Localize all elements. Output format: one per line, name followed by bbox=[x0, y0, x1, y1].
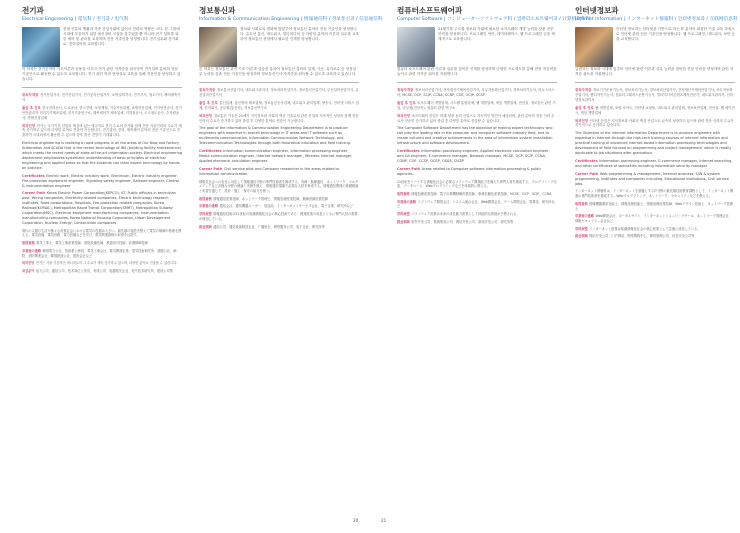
info-text: 전기산업기사, 전기산업기사, 전기공사산업기사, 소방설비기사, 전기기사, 철도기사, 제어계측기사 bbox=[22, 93, 181, 102]
info-label: 取得資格 bbox=[199, 196, 212, 201]
info-label: Career Path bbox=[199, 166, 223, 171]
info-text: 電気工事士、電気工事産業技師、消防設備技師、鉄道信号技師、計測制御技師 bbox=[36, 241, 148, 246]
info-block bbox=[199, 101, 359, 111]
english-paragraph: The goal of the Information & Communication Engineering Department is to produce engineers with expertise in overall technology in IT areas and IT software such as multimedia communication, Information Communication Network Technology, and Telecommunication Technologies through both theoretical education and field training. bbox=[199, 126, 351, 146]
info-label: 학과전망 bbox=[22, 123, 36, 128]
info-text: 한국전력공사, 도로공사, 한국전력, 포항제철, 기술자문위원, 소방전문업체, 전기안전공사, 전기안전관리자 전기기기제조업체, 전기기술연구소, 계측제어기 제조업체, 지하철공사, 도시철도공사, 수자원공사, 종합건설업체 bbox=[22, 105, 182, 120]
dept-column-infocomm bbox=[199, 0, 383, 533]
info-text: 통신업체, 통신장비 제조업체, 정보통신공사업체, 네트워크 관리업체, 방송국, 인터넷 서비스 업체, 전자회사, 공무원(통신직), 정보통신연구소 bbox=[199, 100, 359, 110]
info-label: 학과전망 bbox=[199, 113, 213, 118]
info-label: 취득자격증 bbox=[397, 88, 414, 92]
info-text: Electric work, Electric industry work, Electrician, Electric industry engineer, Fire protection equipment engineer, Signaling safety engineer, Railroad engineer, Control & instrumentation engineer bbox=[22, 173, 179, 188]
info-block bbox=[397, 192, 557, 197]
info-text: 정보기기운용기능사, 정보처리기능사, 정보처리산업기사, 전자계산기제어산업기사, 사무자동화산업기사, 웹디자인기능사, 컴퓨터그래픽스운용기능사, 멀티미디어콘텐츠제작전문가, 네트워크관리사, 인터넷정보관리사 bbox=[575, 88, 734, 102]
info-block bbox=[199, 167, 359, 177]
info-label: Career Path bbox=[22, 191, 46, 196]
info-block bbox=[22, 124, 182, 139]
dept-column-software bbox=[397, 0, 591, 533]
info-text: 情報通信産業技師、ネットワーク管理士、情報処理産業技師、無線設備産業技師 bbox=[213, 196, 328, 201]
dept-intro-cont: 컴퓨터 소프트웨어 관련 이론과 실무를 겸비한 인재를 양성하며 다양한 프로젝트를 통해 현장 적응력을 높이고 관련 자격증 취득을 지원합니다. bbox=[397, 67, 557, 76]
info-text: Web開発会社、ポータルサイト、インターネットショッピングモール、ネットワーク管理会社、情報セキュリティ会社など bbox=[575, 214, 732, 223]
info-block bbox=[22, 261, 182, 266]
info-block bbox=[199, 204, 359, 209]
info-text: 电力公司、通信公司、技术岗位公务员、布线公司、电器相关企业、电气技术研究所、建设公司等 bbox=[35, 268, 173, 273]
info-text: 通信会社、通信機器メーカー、放送局、インターネットサービス会社、電子企業、研究所など bbox=[219, 204, 354, 209]
info-label: Career Path bbox=[397, 166, 421, 171]
dept-title: 인터넷정보과 bbox=[575, 6, 619, 15]
info-text: 정보통신 기술은 21세기 지식정보화 사회의 핵심 기술로서 관련 산업의 지속적인 성장과 함께 전문 인력의 수요가 증가하고 있어 졸업 후 다양한 분야로 진출이 가능합니다. bbox=[199, 113, 359, 123]
info-block bbox=[575, 214, 735, 223]
japanese-paragraph: 現代の人類の生活や様々な産業社会における電気の役割は大きい。最先端の施設を整えて電気の制御や管理を教える。電気設備、電気回路、電力設備などを学び、電気関連資格の取得を目指す。 bbox=[22, 228, 182, 238]
info-text: 情報処理産業技師、電子計算機制御産業技師、事務自動化産業技師、MCSE、OCP、SCJP、CCNA bbox=[411, 192, 552, 196]
dept-photo-internet bbox=[575, 27, 613, 67]
dept-subtitle: Internet Information | インターネット情報科 / 인터넷정보과 / 互联网信息科 bbox=[575, 17, 738, 22]
dept-intro-cont: 본 학과는 정보통신 관련 기초 이론과 실습을 통하여 정보통신 설비의 설계, 시공, 유지보수 등 현장실무 능력을 갖춘 전문 기술인을 양성하며 정보통신기사 자격증을 취득할 수 있도록 교육하고 있습니다. bbox=[199, 67, 357, 76]
info-label: Certificates bbox=[397, 149, 420, 154]
info-text: Information processing engineer, Applied electronic calculation engineer, and OA engineer, E-commerce manager, Network manager, MCSE, OCP, SCJP, CCNA, CONP, COE, CCSP, OCSP, OSSA, CISSP bbox=[397, 149, 550, 163]
info-text: Civil service pilot and Company researcher in the areas related to information communication. bbox=[199, 166, 340, 176]
info-text: Information communication engineer, Information processing engineer, Media communication engineer, Internet network manager, Wireless Internet manager, Applied electronic calculation engineer. bbox=[199, 149, 353, 163]
info-label: 학과전망 bbox=[397, 113, 411, 118]
info-text: 전기는 가장 기본적인 에너지로서 그 수요가 계속 증가하고 있으며, 다양한 분야로 진출할 수 있습니다. bbox=[35, 261, 178, 266]
info-label: 학과전망 bbox=[575, 118, 589, 123]
info-label: 취득자격증 bbox=[22, 93, 39, 97]
page-number-right: 21 bbox=[381, 518, 387, 523]
dept-intro: 인터넷 정보과는 인터넷을 기반으로 하는 IT 분야의 최첨단 기술 교육 과정으로 인터넷 관련 전문 기술인을 양성합니다. 웹 프로그래밍, 네트워크, 보안 등을 교육합니다. bbox=[616, 27, 735, 41]
info-label: 卒業後の進路 bbox=[22, 248, 42, 253]
info-label: 卒業後の進路 bbox=[199, 204, 219, 209]
info-label: Certificates bbox=[22, 173, 45, 178]
dept-subtitle: Electrical Engineering | 電気科 / 전기과 / 电气科 bbox=[22, 17, 129, 22]
info-text: 정보통신산업기사, 네트워크관리사, 정보처리산업기사, 정보통신산업기사, 무선설비산업기사, 유선설비산업기사 bbox=[199, 88, 359, 97]
info-label: 卒業後の進路 bbox=[575, 214, 595, 219]
info-block bbox=[22, 191, 182, 225]
info-text: Korea Electric Power Corporation(KEPCO), KT, Public officials in technician post, Wiring companies, Electricity-related companies, Electric technology research institutes, Road corporations, Hospitals, Fire-protection related companies, Korea Railroad(KORAIL), Metropolitan Rapid Transit Corporation(SMRT), Metropolitan Subway Corporation(MSC), Electrical equipment manufacturing companies, Instrumentation manufacturing companies, Korea National Housing Corporation, Urban Development Corporation, Nuclear Energy, Construction companies bbox=[22, 191, 176, 225]
divider bbox=[575, 82, 735, 83]
info-label: 취득자격증 bbox=[575, 88, 592, 92]
info-block bbox=[397, 167, 557, 177]
dept-photo-infocomm bbox=[199, 27, 237, 67]
info-label: 学科展望 bbox=[397, 212, 410, 217]
info-label: 就业领域 bbox=[199, 224, 212, 229]
dept-subtitle: Information & Communication Engineering | 情報通信科 / 정보통신과 / 信息通信科 bbox=[199, 17, 383, 22]
info-label: 학과전망 bbox=[22, 261, 35, 266]
info-text: ソフトウェア開発会社、システム統合会社、Web開発会社、ゲーム開発会社、電算室、研究所など bbox=[397, 199, 555, 209]
info-text: 인터넷 산업은 지식정보화 사회의 핵심 산업으로 급속히 성장하고 있으며 관련 전문 인력의 수요가 지속적으로 증가하고 있습니다. bbox=[575, 118, 734, 128]
info-block bbox=[199, 212, 359, 221]
dept-photo-software bbox=[397, 27, 435, 67]
info-block bbox=[22, 249, 182, 258]
info-text: 정보처리산업기사, 전자계산기제어산업기사, 사무자동화산업기사, 정보처리기능사, 리눅스마스터, MCSE, OCP, SCJP, CCNA, CCNP, COE, OCJP, CCSP bbox=[397, 88, 555, 97]
divider bbox=[199, 82, 359, 83]
info-block bbox=[397, 114, 557, 124]
dept-column-internet bbox=[575, 0, 738, 533]
divider bbox=[397, 82, 557, 83]
info-block bbox=[575, 234, 735, 239]
info-block bbox=[575, 227, 735, 232]
info-label: 취업분야 bbox=[22, 268, 35, 273]
info-block bbox=[575, 202, 735, 211]
info-text: Information processing engineer, E-commerce manager, Internet searching, and other certificates of specialties including information security manager. bbox=[575, 158, 733, 168]
dept-title: 정보통신과 bbox=[199, 6, 236, 15]
japanese-paragraph: 情報化社会への変化に対応して情報通信分野の専門技術者を養成する。有線・無線通信、ネットワーク、マルチメディアなど多様な分野の理論と実務を教え、情報通信現場で必要な人材を育成する。情報通信関連の基礎理論と実習を通じて、設計・施工・保守の能力を養う。 bbox=[199, 179, 359, 193]
info-label: 学科展望 bbox=[199, 212, 212, 217]
info-label: Career Path bbox=[575, 171, 599, 176]
info-label: 学科展望 bbox=[575, 226, 588, 231]
page-number-left: 20 bbox=[353, 518, 359, 523]
info-text: 通信公司、通信设备制造企业、广播电台、网络服务公司、电子企业、研究所等 bbox=[213, 224, 325, 229]
info-block bbox=[575, 106, 735, 116]
info-text: 소프트웨어 개발업체, 시스템 통합업체, 웹 개발업체, 게임 개발업체, 전산실, 정보통신 관련 기업, 공무원(전산직), 컴퓨터 관련 연구소 bbox=[397, 100, 556, 110]
info-text: 网站开发公司、门户网站、网络购物中心、网络管理公司、信息安全公司等 bbox=[589, 234, 695, 239]
info-block bbox=[22, 174, 182, 189]
japanese-paragraph: インターネット情報科は、インターネットを基盤とするIT分野の最先端技術教育課程として、インターネット関連の専門技術者を養成する。Webプログラミング、ネットワーク、セキュリティなどを教える。 bbox=[575, 189, 734, 199]
info-text: 情報通信技術は21世紀の知識情報化社会の核心技術であり、関連産業の成長とともに専門人材の需要が増加している。 bbox=[199, 212, 358, 221]
info-label: 取得資格 bbox=[22, 241, 35, 246]
dept-subtitle: Computer Software | コンピューターソフトウェア科 / 컴퓨터소프트웨어과 / 计算机软件科 bbox=[397, 17, 591, 22]
info-label: 取得資格 bbox=[575, 201, 588, 206]
info-block bbox=[575, 159, 735, 169]
info-block bbox=[397, 88, 557, 98]
info-block bbox=[22, 269, 182, 274]
dept-column-electrical bbox=[22, 0, 182, 533]
info-text: Areas related to Computer software information processing & public agencies. bbox=[397, 166, 542, 176]
info-text: 전기는 국가기간 산업의 핵심에 있는 에너지로 전기 수요의 증가와 함께 전문 기술인력의 수요가 계속 증가하고 있으며 다양한 분야로 진출이 가능합니다. 전기설비, 전력, 계측제어 분야의 전문 기술인으로 진출하여 국내외에서 활동할 수 있으며 향후 밝은 전망이 기대됩니다. bbox=[22, 123, 182, 138]
info-block bbox=[575, 88, 735, 103]
dept-photo-electrical bbox=[22, 27, 60, 67]
dept-intro: 현대 인류의 생활과 각종 산업사회에 있어서 전력의 역할은 크다. 본 그룹에 시대에 부응하기 위한 최신장비 시설을 갖추었을 뿐 아니라 전기 설비를 위한 제어 및 관리를 교육하며 전문 기술인을 양성합니다. 전기실무와 전기회로, 전력설비를 교육합니다. bbox=[63, 27, 180, 46]
divider bbox=[22, 87, 182, 88]
info-block bbox=[22, 106, 182, 121]
dept-intro: 정보와 사회로의 변화에 발맞추어 정보통신 분야의 전문 기술인을 양성합니다. 유무선 통신, 네트워크, 멀티미디어 등 다양한 분야의 이론과 실무를 교육하여 정보통신 현장에서 필요한 인재를 양성합니다. bbox=[240, 27, 359, 41]
info-block bbox=[397, 200, 557, 209]
info-label: Certificates bbox=[199, 149, 222, 154]
info-label: 졸업 후 진로 bbox=[199, 100, 218, 105]
info-text: インターネット産業は知識情報化社会の核心産業として急速に成長している。 bbox=[589, 226, 701, 231]
dept-title: 전기과 bbox=[22, 6, 44, 15]
info-label: 就业领域 bbox=[575, 234, 588, 239]
info-label: 졸업 후 진로 bbox=[397, 100, 416, 105]
info-text: 情報機器運用技能士、情報処理技能士、情報処理産業技師、Webデザイン技能士、ネットワーク管理士 bbox=[575, 201, 734, 211]
english-paragraph: The Objective of the Internet Information Department is to produce engineers with expertise in internet through the high-tech training courses of internet information and practical training of advanced internet-based information processing technologies and development of field focused on programming and project management, which is readily applicable to job situations after graduation. bbox=[575, 131, 732, 155]
info-block bbox=[397, 220, 557, 225]
info-label: 졸업 후 진로 bbox=[22, 105, 41, 110]
info-block bbox=[199, 197, 359, 202]
info-block bbox=[575, 172, 735, 187]
dept-intro-cont: 급변하는 정보화 시대에 맞추어 인터넷 관련 이론과 실무 능력을 겸비한 전문 인력을 양성하며 관련 자격증 취득을 지원합니다. bbox=[575, 67, 734, 76]
info-block bbox=[575, 119, 735, 129]
info-block bbox=[397, 101, 557, 111]
english-paragraph: The Computer Software Department has the objective of making expert technicians who can play the leading role in the computer and computer software industry field, and to create cultured and creative achievements in the area of information system installation infrastructure and software development. bbox=[397, 126, 553, 146]
info-block bbox=[199, 114, 359, 124]
info-text: 웹 개발업체, 포털 사이트, 인터넷 쇼핑몰, 네트워크 관리업체, 정보보안업체, 전산실, 웹 에이전시, 게임 개발업체 bbox=[575, 105, 735, 115]
info-label: Certificates bbox=[575, 158, 598, 163]
japanese-paragraph: 21世紀をリードする情報化社会に必要なソフトウェア開発能力を備えた専門人材を養成する。プログラミング言語、データベース、Webプログラミングなどを体系的に教える。 bbox=[397, 179, 557, 189]
info-label: 卒業後の進路 bbox=[397, 199, 417, 204]
info-block bbox=[22, 93, 182, 103]
info-block bbox=[397, 149, 557, 164]
info-text: 소프트웨어 산업은 미래 성장 동력 산업으로 지속적인 발전이 예상되며, 관련 분야의 전문 인력 수요가 꾸준히 증가하고 있어 졸업 후 다양한 분야로 진출할 수 있습니다. bbox=[397, 113, 555, 123]
info-block bbox=[199, 149, 359, 164]
info-label: 졸업 후 진로 bbox=[575, 105, 594, 110]
info-text: 韓国電力公社、技術系公務員、電気工事会社、電気関連企業、電気技術研究所、道路公社、病院、消防関連会社、韓国鉄道公社、建設会社など bbox=[22, 248, 177, 258]
dept-intro: 21세기를 주도할 정보화 사회에 필요한 소프트웨어 개발 능력을 갖춘 전문 인력을 양성합니다. 프로그래밍 언어, 데이터베이스, 웹 프로그래밍 등을 체계적으로 교육합니다. bbox=[438, 27, 555, 41]
info-label: 취득자격증 bbox=[199, 88, 216, 92]
info-text: Web programming & management, Internet business, S/W & system programming, Institutes and companies including, Educational institutions, Civil service jobs. bbox=[575, 171, 729, 186]
info-text: 软件开发公司、系统集成公司、网站开发公司、游戏开发公司、研究所等 bbox=[411, 219, 514, 224]
info-block bbox=[22, 241, 182, 246]
info-block bbox=[199, 225, 359, 230]
info-block bbox=[199, 88, 359, 98]
dept-intro-cont: 이 학과는 전기공학의 기초이론과 응용을 익히고 전기 관련 자격증을 취득하여 전기설비 분야의 전문 기술인으로 활동할 수 있도록 교육합니다. 전기 관련 학과 현장실무 교육을 통해 전문인을 양성하고 있습니다. bbox=[22, 67, 181, 81]
info-label: 取得資格 bbox=[397, 192, 410, 196]
info-block bbox=[397, 212, 557, 217]
dept-title: 컴퓨터소프트웨어과 bbox=[397, 6, 463, 15]
info-label: 就业领域 bbox=[397, 219, 410, 224]
english-paragraph: Electrical engineering is realizing a rapid progress in all the areas of Our Now and Factory Automation and SCADA that is the recent technology of IBS (building facility maintenance) which meets the recent needs of state-of-the-art information society. Electrical engineering department emphasizes systematic understanding of basic principles of electrical engineering and applied areas so that the students can learn expert technology by hands-on practice. bbox=[22, 141, 183, 170]
info-text: ソフトウェア産業は未来の成長動力産業として持続的な発展が予想される。 bbox=[411, 212, 520, 217]
